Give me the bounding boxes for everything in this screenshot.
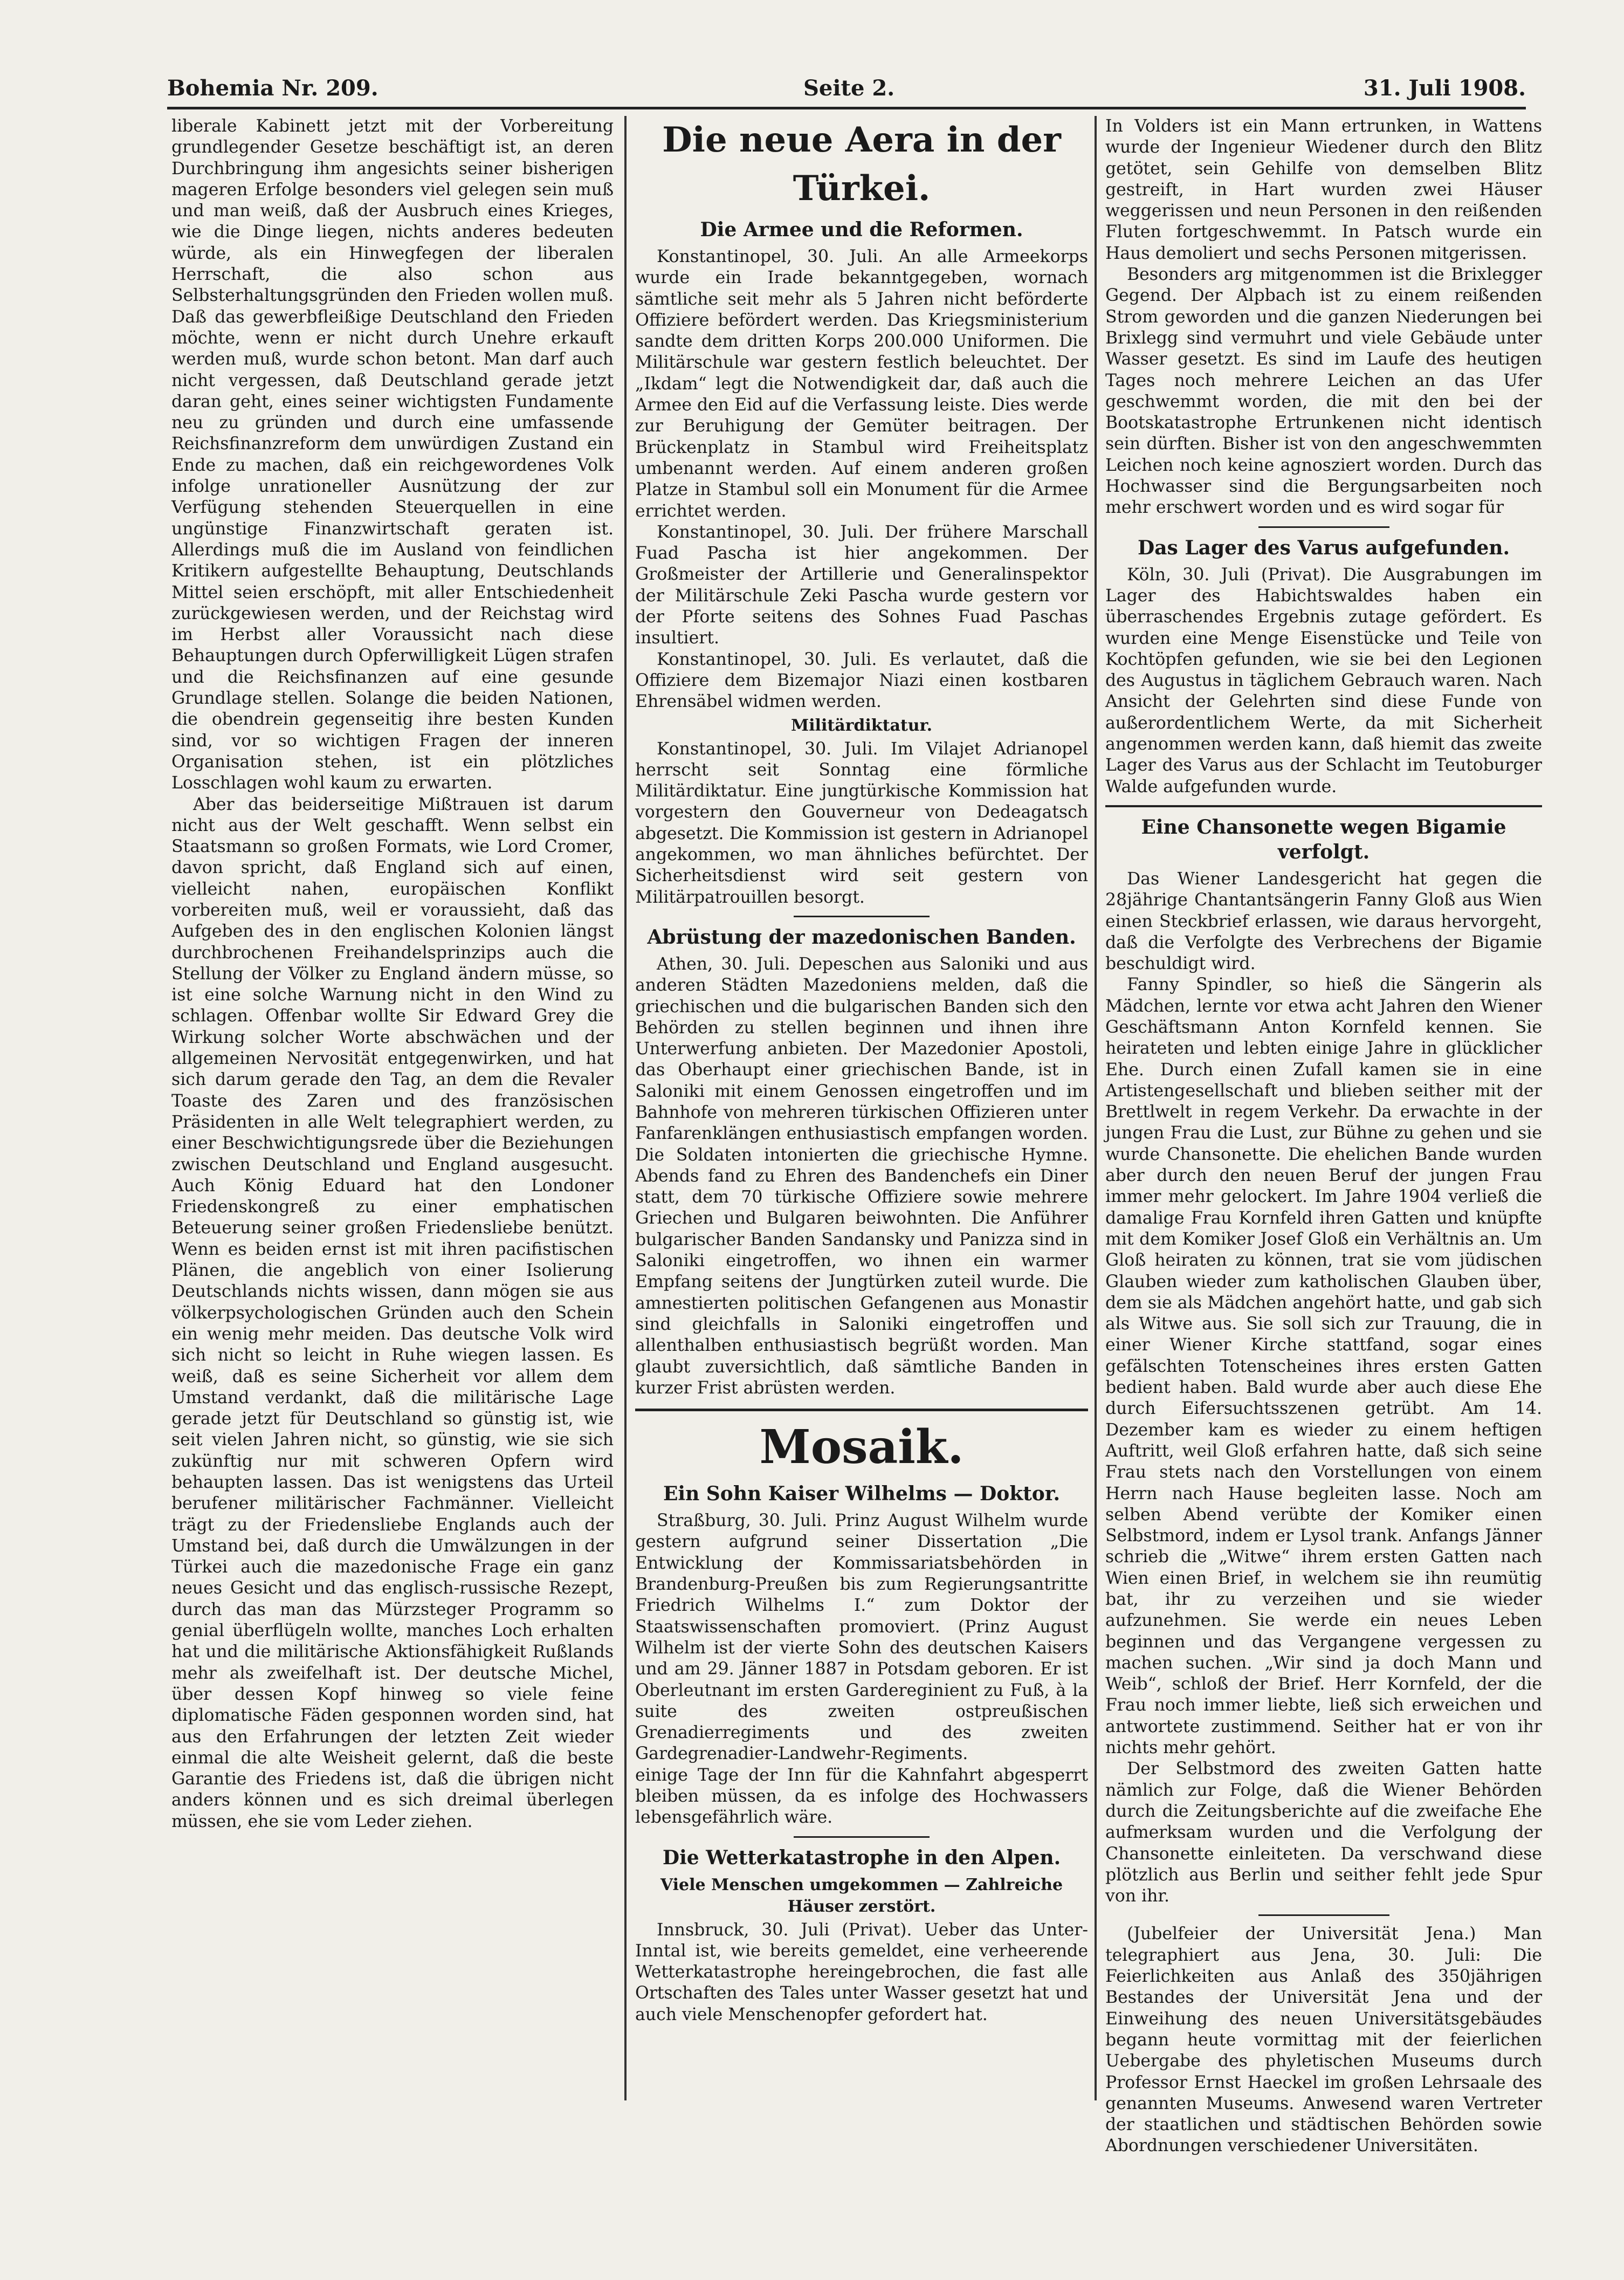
column-right — [1105, 116, 1542, 2156]
subhead-army-reforms: Die Armee und die Reformen. — [700, 218, 1023, 241]
dispatch-constantinople-4: Konstantinopel, 30. Juli. Im Vilajet Adrianopel herrscht seit Sonntag eine förmliche Militärdiktatur. Eine jungtürkische Kommission hat vorgestern den Gouverneur von Dedeagatsch abgesetzt. Die Kommission ist gestern in Adrianopel angekommen, wo man ähnliches befürchtet. Der Sicherheitsdienst wird seit gestern von Militärpatrouillen besorgt. — [635, 739, 1088, 907]
dispatch-constantinople-2: Konstantinopel, 30. Juli. Der frühere Marschall Fuad Pascha ist hier angekommen. Der Großmeister der Artillerie und Generalinspektor der Militärschule Zeki Pascha wurde gestern vor der Pforte seitens des Sohnes Fuad Paschas insultiert. — [635, 522, 1088, 648]
page-header — [167, 75, 1526, 109]
section-divider-3 — [1258, 526, 1389, 528]
page-number: Seite 2. — [803, 75, 895, 101]
jena-university-paragraph: (Jubelfeier der Universität Jena.) Man telegraphiert aus Jena, 30. Juli: Die Feierlichkeiten aus Anlaß des 350jährigen Bestandes der Universität Jena und der Einweihung des neuen Universitätsgebäudes begann heute vormittag mit der feierlichen Uebergabe des phyletischen Museums durch Professor Ernst Haeckel im großen Lehrsaale des genannten Museums. Anwesend waren Vertreter der staatlichen und städtischen Behörden sowie Abordnungen verschiedener Universitäten. — [1105, 1924, 1542, 2156]
article-continuation-paragraph: liberale Kabinett jetzt mit der Vorbereitung grundlegender Gesetze beschäftigt ist, an deren Durchbringung ihm angesichts seiner bisherigen mageren Erfolge besonders viel gelegen sein muß und man weiß, daß der Ausbruch eines Krieges, wie die Dinge liegen, nichts anderes bedeuten würde, als ein Hinwegfegen der liberalen Herrschaft, die also schon aus Selbsterhaltungsgründen den Frieden wollen muß. Daß das gewerbfleißige Deutschland den Frieden möchte, wenn er nicht durch Unehre erkauft werden muß, wurde schon betont. Man darf auch nicht vergessen, daß Deutschland gerade jetzt daran geht, eines seiner wichtigsten Fundamente neu zu gründen und durch eine umfassende Reichsfinanzreform dem unwürdigen Zustand ein Ende zu machen, daß ein reichgewordenes Volk infolge unrationeller Ausnützung der zur Verfügung stehenden Steuerquellen in eine ungünstige Finanzwirtschaft geraten ist. Allerdings muß die im Ausland von feindlichen Kritikern aufgestellte Behauptung, Deutschlands Mittel seien erschöpft, mit aller Entschiedenheit zurückgewiesen werden, und der Reichstag wird im Herbst aller Voraussicht nach diese Behauptungen durch Opferwilligkeit Lügen strafen und die Reichsfinanzen auf eine gesunde Grundlage stellen. Solange die beiden Nationen, die obendrein gegenseitig ihre besten Kunden sind, vor so wichtigen Fragen der inneren Organisation stehen, ist ein plötzliches Losschlagen wohl kaum zu erwarten. — [171, 116, 614, 793]
subhead-weather-catastrophe: Die Wetterkatastrophe in den Alpen. — [662, 1846, 1061, 1869]
subhead-military-dictatorship: Militärdiktatur. — [790, 716, 933, 735]
chansonette-paragraph-1: Das Wiener Landesgericht hat gegen die 28jährige Chantantsängerin Fanny Gloß aus Wien einen Steckbrief erlassen, wie daraus hervorgeht, daß die Verfolgte des Verbrechens der Bigamie beschuldigt wird. — [1105, 869, 1542, 974]
header-rule — [167, 107, 1526, 109]
weather-continuation: In Volders ist ein Mann ertrunken, in Wattens wurde der Ingenieur Wiedener durch den Blitz getötet, sein Gehilfe von demselben Blitz gestreift, in Hart wurden zwei Häuser weggerissen und neun Personen in den reißenden Fluten fortgeschwemmt. In Patsch wurde ein Haus demoliert und sechs Personen mitgerissen. — [1105, 116, 1542, 263]
dispatch-athens: Athen, 30. Juli. Depeschen aus Saloniki und aus anderen Städten Mazedoniens melden, daß die griechischen und die bulgarischen Banden sich den Behörden zu stellen beginnen und ihnen ihre Unterwerfung anbieten. Der Mazedonier Apostoli, das Oberhaupt einer griechischen Bande, ist in Saloniki mit einem Genossen eingetroffen und im Bahnhofe von mehreren türkischen Offizieren unter Fanfarenklängen enthusiastisch empfangen worden. Die Soldaten intonierten die griechische Hymne. Abends fand zu Ehren des Bandenchefs ein Diner statt, dem 70 türkische Offiziere sowie mehrere Griechen und Bulgaren beiwohnten. Die Anführer bulgarischer Banden Sandansky und Panizza sind in Saloniki eingetroffen, wo ihnen ein warmer Empfang seitens der Jungtürken zuteil wurde. Die amnestierten politischen Gefangenen aus Monastir sind gleichfalls in Saloniki eingetroffen und allenthalben enthusiastisch begrüßt worden. Man glaubt zuversichtlich, daß sämtliche Banden in kurzer Frist abrüsten werden. — [635, 954, 1088, 1398]
section-divider-4 — [1258, 1914, 1389, 1916]
dispatch-strassburg: Straßburg, 30. Juli. Prinz August Wilhelm wurde gestern aufgrund seiner Dissertation „Die Entwicklung der Kommissariatsbehörden in Brandenburg-Preußen bis zum Regierungsantritte Friedrich Wilhelms I.“ zum Doktor der Staatswissenschaften promoviert. (Prinz August Wilhelm ist der vierte Sohn des deutschen Kaisers und am 29. Jänner 1887 in Potsdam geboren. Er ist Oberleutnant im ersten Gardereginient zu Fuß, à la suite des zweiten ostpreußischen Grenadierregiments und des zweiten Gardegrenadier-Landwehr-Regiments. — [635, 1511, 1088, 1764]
subhead-kaiser-son: Ein Sohn Kaiser Wilhelms — Doktor. — [663, 1482, 1060, 1506]
column-left — [171, 116, 614, 2111]
headline-turkey: Die neue Aera in der Türkei. — [662, 120, 1061, 209]
publication-issue: Bohemia Nr. 209. — [167, 75, 379, 101]
article-continuation-paragraph-2: Aber das beiderseitige Mißtrauen ist darum nicht aus der Welt geschafft. Wenn selbst ein Staatsmann so großen Formats, wie Lord Cromer, davon spricht, daß England sich auf einen, vielleicht nahen, europäischen Konflikt vorbereiten muß, weil er voraussieht, daß das Aufgeben des in den englischen Kolonien längst durchbrochenen Freihandelsprinzips auch die Stellung der Völker zu England ändern müsse, so ist eine solche Warnung nicht in den Wind zu schlagen. Offenbar wollte Sir Edward Grey die Wirkung solcher Worte abschwächen und der allgemeinen Nervosität entgegenwirken, und hat sich darum gerade den Tag, an dem die Revaler Toaste des Zaren und des französischen Präsidenten in alle Welt telegraphiert werden, zu einer Beschwichtigungsrede über die Beziehungen zwischen Deutschland und England ausgesucht. Auch König Eduard hat den Londoner Friedenskongreß zu einer emphatischen Beteuerung seiner großen Friedensliebe benützt. Wenn es beiden ernst ist mit ihren pacifistischen Plänen, die angeblich von einer Isolierung Deutschlands nichts wissen, dann mögen sie aus völkerpsychologischen Gründen auch den Schein ein wenig mehr meiden. Das deutsche Volk wird sich nicht so leicht in Ruhe wiegen lassen. Es weiß, daß es seine Sicherheit vor allem dem Umstand verdankt, daß die militärische Lage gerade jetzt für Deutschland so günstig ist, wie seit vielen Jahren nicht, so günstig, wie sie sich zukünftig nur mit schweren Opfern wird behaupten lassen. Das ist wenigstens das Urteil berufener militärischer Fachmänner. Vielleicht trägt zu der Friedensliebe Englands auch der Umstand bei, daß durch die Umwälzungen in der Türkei auch die mazedonische Frage ein ganz neues Gesicht und das englisch-russische Rezept, durch das man das Mürzsteger Programm so genial überflügeln wollte, manches Loch erhalten hat und die militärische Aktionsfähigkeit Rußlands mehr als zweifelhaft ist. Der deutsche Michel, über dessen Kopf hinweg so viele feine diplomatische Fäden gesponnen worden sind, hat aus den Erfahrungen der letzten Zeit wieder einmal die alte Weisheit gelernt, daß die beste Garantie des Friedens ist, daß die übrigen nicht anders können und es sich dreimal überlegen müssen, ehe sie vom Leder ziehen. — [171, 794, 614, 1831]
section-rule — [635, 1409, 1088, 1411]
weather-brixlegg: Besonders arg mitgenommen ist die Brixlegger Gegend. Der Alpbach ist zu einem reißenden Strom geworden und die ganzen Niederungen bei Brixlegg sind vermuhrt und viele Gebäude unter Wasser gesetzt. Es sind im Laufe des heutigen Tages noch mehrere Leichen an das Ufer geschwemmt worden, die mit den bei der Bootskatastrophe Ertrunkenen nicht identisch sein dürften. Bisher ist von den angeschwemmten Leichen noch keine agnosziert worden. Durch das Hochwasser sind die Bergungsarbeiten noch mehr erschwert worden und es wird sogar für — [1105, 265, 1542, 518]
chansonette-paragraph-2: Fanny Spindler, so hieß die Sängerin als Mädchen, lernte vor etwa acht Jahren den Wiener Geschäftsmann Anton Kornfeld kennen. Sie heirateten und lebten einige Jahre in glücklicher Ehe. Durch einen Zufall kamen sie in eine Artistengesellschaft und blieben seither mit der Brettlwelt in regem Verkehr. Da erwachte in der jungen Frau die Lust, zur Bühne zu gehen und sie wurde Chansonette. Die ehelichen Bande wurden aber durch den neuen Beruf der jungen Frau immer mehr gelockert. Im Jahre 1904 verließ die damalige Frau Kornfeld ihren Gatten und knüpfte mit dem Komiker Josef Gloß ein Verhältnis an. Um Gloß heiraten zu können, trat sie vom jüdischen Glauben wieder zum katholischen Glauben über, dem sie als Mädchen angehört hatte, und gab sich als Witwe aus. Sie soll sich zur Trauung, die in einer Wiener Kirche stattfand, sogar eines gefälschten Totenscheines ihres ersten Gatten bedient haben. Bald wurde aber auch diese Ehe durch Eifersuchtsszenen getrübt. Am 14. Dezember kam es wieder zu einem heftigen Auftritt, weil Gloß erfahren hatte, daß sich seine Frau stets nach den Vorstellungen von einem Herrn nach Hause begleiten lasse. Noch am selben Abend verübte der Komiker einen Selbstmord, indem er Lysol trank. Anfangs Jänner schrieb die „Witwe“ ihrem ersten Gatten nach Wien einen Brief, in welchem sie ihn reumütig bat, ihr zu verzeihen und sie wieder aufzunehmen. Sie werde ein neues Leben beginnen und das Vergangene vergessen zu machen suchen. „Wir sind ja doch Mann und Weib“, schloß der Brief. Herr Kornfeld, der die Frau noch immer liebte, ließ sich erweichen und antwortete zustimmend. Seither hat er von ihr nichts mehr gehört. — [1105, 975, 1542, 1758]
subhead-chansonette: Eine Chansonette wegen Bigamie verfolgt. — [1141, 815, 1506, 863]
subhead-macedonian-bands: Abrüstung der mazedonischen Banden. — [647, 925, 1076, 949]
section-title-mosaik: Mosaik. — [759, 1420, 964, 1475]
section-divider-2 — [794, 1836, 930, 1838]
dispatch-cologne: Köln, 30. Juli (Privat). Die Ausgrabungen im Lager des Habichtswaldes haben ein überraschendes Ergebnis zutage gefördert. Es wurden eine Menge Eisenstücke und Teile von Kochtöpfen gefunden, wie sie bei den Legionen des Augustus in täglichem Gebrauch waren. Nach Ansicht der Gelehrten sind diese Funde von außerordentlichem Werte, da mit Sicherheit angenommen werden kann, daß hiemit das zweite Lager des Varus aus der Schlacht im Teutoburger Walde aufgefunden wurde. — [1105, 565, 1542, 796]
section-divider — [794, 916, 930, 917]
section-rule-2 — [1105, 805, 1542, 807]
dispatch-constantinople-1: Konstantinopel, 30. Juli. An alle Armeekorps wurde ein Irade bekanntgegeben, wornach sämtliche seit mehr als 5 Jahren nicht beförderte Offiziere befördert werden. Das Kriegsministerium sandte dem dritten Korps 200.000 Uniformen. Die Militärschule war gestern festlich beleuchtet. Der „Ikdam“ legt die Notwendigkeit dar, daß auch die Armee den Eid auf die Verfassung leiste. Dies werde zur Beruhigung der Gemüter beitragen. Der Brückenplatz in Stambul wird Freiheitsplatz umbenannt werden. Auf einem anderen großen Platze in Stambul soll ein Monument für die Armee errichtet werden. — [635, 247, 1088, 521]
inn-paragraph: einige Tage der Inn für die Kahnfahrt abgesperrt bleiben müssen, da es infolge des Hochwassers lebensgefährlich wäre. — [635, 1765, 1088, 1828]
subhead-varus-camp: Das Lager des Varus aufgefunden. — [1137, 536, 1510, 559]
chansonette-paragraph-3: Der Selbstmord des zweiten Gatten hatte nämlich zur Folge, daß die Wiener Behörden durch die Zeitungsberichte auf die zweifache Ehe aufmerksam wurden und die Verfolgung der Chansonette einleiteten. Da verschwand diese plötzlich aus Berlin und seither fehlt jede Spur von ihr. — [1105, 1759, 1542, 1906]
publication-date: 31. Juli 1908. — [1363, 75, 1526, 101]
dispatch-constantinople-3: Konstantinopel, 30. Juli. Es verlautet, daß die Offiziere dem Bizemajor Niazi einen kostbaren Ehrensäbel widmen werden. — [635, 649, 1088, 712]
dispatch-innsbruck: Innsbruck, 30. Juli (Privat). Ueber das Unter-Inntal ist, wie bereits gemeldet, eine verheerende Wetterkatastrophe hereingebrochen, die fast alle Ortschaften des Tales unter Wasser gesetzt hat und auch viele Menschenopfer gefordert hat. — [635, 1920, 1088, 2024]
column-middle — [635, 116, 1088, 2111]
column-divider-1 — [624, 116, 627, 2100]
subhead-weather-deaths: Viele Menschen umgekommen — Zahlreiche Häuser zerstört. — [660, 1875, 1063, 1916]
column-divider-2 — [1095, 116, 1097, 2100]
